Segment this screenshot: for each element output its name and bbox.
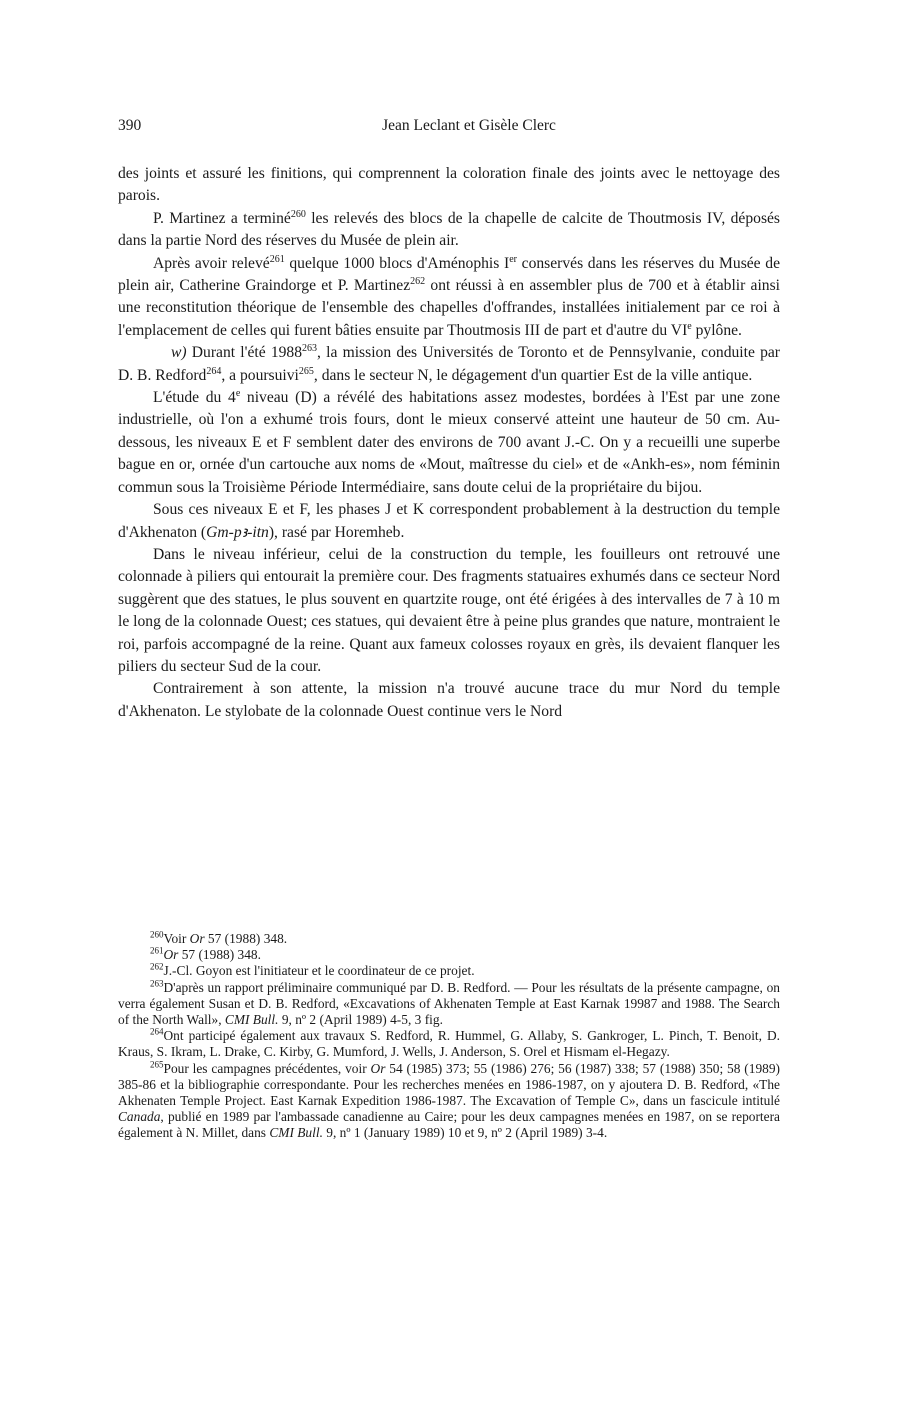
paragraph-7: Dans le niveau inférieur, celui de la construction du temple, les fouilleurs ont retrouvé une colonnade à piliers qui entourait la première cour. Des fragments statuaires exhumés dans ce secteur Nord suggèrent que des statues, le plus souvent en quartzite rouge, ont été érigées à des intervalles de 7 à 10 m le long de la colonnade Ouest; ces statues, qui devaient être à peine plus grandes que nature, montraient le roi, parfois accompagné de la reine. Quant aux fameux colosses royaux en grès, ils devaient flanquer les piliers du secteur Sud de la cour.: [118, 545, 780, 675]
footnote-261: $^{261}$Or 57 (1988) 348.: [150, 945, 261, 963]
paragraph-2: P. Martinez a terminé$^{260}$ les relevés des blocs de la chapelle de calcite de Thoutmosis IV, déposés dans la partie Nord des réserves du Musée de plein air.: [118, 208, 780, 250]
running-title: Jean Leclant et Gisèle Clerc: [382, 117, 556, 134]
footnotes: [118, 931, 780, 1142]
footnote-ref-261[interactable]: 261: [269, 253, 285, 265]
paragraph-6: Sous ces niveaux E et F, les phases J et K correspondent probablement à la destruction du temple d'Akhenaton (Gm-pꜣ-itn), rasé par Horemheb.: [118, 501, 780, 541]
paragraph-1: des joints et assuré les finitions, qui comprennent la coloration finale des joints avec le nettoyage des parois.: [118, 165, 780, 205]
paragraph-4: w) Durant l'été 1988$^{263}$, la mission des Universités de Toronto et de Pennsylvanie, conduite par D. B. Redford$^{264}$, a poursuivi$^{265}$, dans le secteur N, le dégagement d'un quartier Est de la ville antique.: [118, 343, 780, 384]
footnote-ref-263[interactable]: 263: [302, 343, 318, 355]
paragraph-3: Après avoir relevé$^{261}$ quelque 1000 blocs d'Aménophis Ier conservés dans les réserves du Musée de plein air, Catherine Graindorge et P. Martinez$^{262}$ ont réussi à en assembler plus de 700 et à établir ainsi une reconstitution théorique de l'ensemble des chapelles d'offrandes, installées initialement par ce roi à l'emplacement de celles qui furent bâties ensuite par Thoutmosis III de part et d'autre du VIe pylône.: [118, 253, 781, 339]
footnote-ref-260[interactable]: 260: [290, 208, 306, 220]
footnote-ref-264[interactable]: 264: [206, 365, 222, 377]
page-header: [118, 117, 780, 139]
footnote-265: $^{265}$Pour les campagnes précédentes, voir Or 54 (1985) 373; 55 (1986) 276; 56 (1987) 338; 57 (1988) 350; 58 (1989) 385-86 et la bibliographie correspondante. Pour les recherches menées en 1986-1987, on y ajoutera D. B. Redford, «The Akhenaten Temple Project. East Karnak Expedition 1986-1987. The Excavation of Temple C», dans un fascicule intitulé Canada, publié en 1989 par l'ambassade canadienne au Caire; pour les deux campagnes menées en 1987, on se reportera également à N. Millet, dans CMI Bull. 9, nº 1 (January 1989) 10 et 9, nº 2 (April 1989) 3-4.: [118, 1059, 780, 1141]
footnote-264: $^{264}$Ont participé également aux travaux S. Redford, R. Hummel, G. Allaby, S. Gankroger, L. Pinch, T. Benoit, D. Kraus, S. Ikram, L. Drake, C. Kirby, G. Mumford, J. Wells, J. Anderson, S. Orel et Hismam el-Hegazy.: [118, 1026, 780, 1060]
footnote-ref-262[interactable]: 262: [410, 275, 426, 287]
footnote-263: $^{263}$D'après un rapport préliminaire communiqué par D. B. Redford. — Pour les résultats de la présente campagne, on verra également Susan et D. B. Redford, «Excavations of Akhenaten Temple at East Karnak 19987 and 1988. The Search of the North Wall», CMI Bull. 9, nº 2 (April 1989) 4-5, 3 fig.: [118, 978, 780, 1028]
page-number: 390: [118, 117, 142, 134]
paragraph-5: L'étude du 4e niveau (D) a révélé des habitations assez modestes, bordées à l'Est par une zone industrielle, où l'on a exhumé trois fours, dont le mieux conservé atteint une hauteur de 50 cm. Au-dessous, les niveaux E et F semblent dater des environs de 700 avant J.-C. On y a recueilli une superbe bague en or, ornée d'un cartouche aux noms de «Mout, maîtresse du ciel» et de «Ankh-es», nom féminin commun sous la Troisième Période Intermédiaire, sans doute celui de la propriétaire du bijou.: [118, 387, 780, 496]
footnote-260: $^{260}$Voir Or 57 (1988) 348.: [150, 929, 288, 946]
main-text: [118, 163, 780, 723]
footnote-ref-265[interactable]: 265: [298, 365, 314, 377]
footnote-262: $^{262}$J.-Cl. Goyon est l'initiateur et le coordinateur de ce projet.: [150, 961, 475, 979]
section-label: w): [171, 344, 187, 362]
paragraph-8: Contrairement à son attente, la mission n'a trouvé aucune trace du mur Nord du temple d'Akhenaton. Le stylobate de la colonnade Ouest continue vers le Nord: [118, 680, 780, 720]
